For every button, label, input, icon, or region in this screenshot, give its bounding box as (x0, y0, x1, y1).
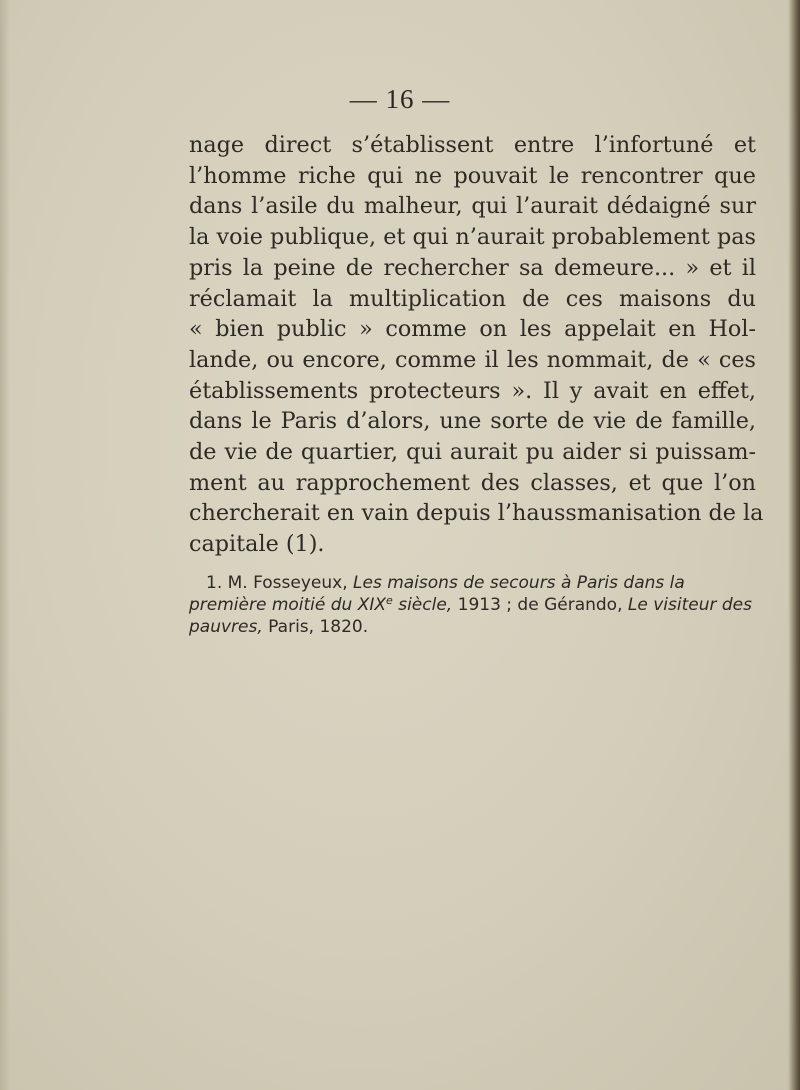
footnote-end: Paris, 1820. (262, 617, 369, 637)
page-right-edge-shadow (788, 0, 800, 1090)
body-paragraph (189, 130, 764, 560)
footnote-line (189, 616, 759, 638)
body-line: capitale (1). (189, 531, 325, 558)
body-line: l’homme riche qui ne pouvait le rencontrer que (189, 162, 756, 189)
body-line: la voie publique, et qui n’aurait probablement pas (189, 224, 756, 251)
page-number: — 16 — (349, 84, 451, 114)
footnote-line (189, 572, 759, 594)
footnote-title-1: Les maisons de secours à Paris dans la (353, 573, 685, 593)
footnote-line (189, 594, 759, 616)
body-line: dans le Paris d’alors, une sorte de vie de famille, (189, 408, 756, 435)
body-line: ment au rapprochement des classes, et que l’on (189, 469, 756, 496)
body-line: réclamait la multiplication de ces maisons du (189, 285, 756, 312)
body-line: chercherait en vain depuis l’haussmanisation de la (189, 500, 764, 527)
body-line: « bien public » comme on les appelait en Hol- (189, 316, 756, 343)
footnote-date-author: 1913 ; de Gérando, (452, 595, 628, 615)
body-line: lande, ou encore, comme il les nommait, de « ces (189, 346, 756, 373)
body-line: nage direct s’établissent entre l’infortuné et (189, 132, 756, 158)
footnote-title-2-cont: pauvres, (189, 617, 263, 637)
page-left-edge (0, 0, 10, 1090)
footnote-title-2: Le visiteur des (627, 595, 752, 615)
footnote-title-1-end: siècle, (392, 595, 453, 615)
footnote-author: 1. M. Fosseyeux, (206, 573, 354, 593)
body-line: dans l’asile du malheur, qui l’aurait dédaigné sur (189, 193, 756, 220)
footnote (189, 572, 759, 638)
footnote-superscript: e (386, 594, 393, 607)
body-line: établissements protecteurs ». Il y avait en effet, (189, 377, 756, 404)
body-line: de vie de quartier, qui aurait pu aider si puissam- (189, 439, 756, 466)
body-line: pris la peine de rechercher sa demeure... » et il (189, 254, 756, 281)
footnote-title-1-cont: première moitié du XIX (189, 595, 387, 615)
